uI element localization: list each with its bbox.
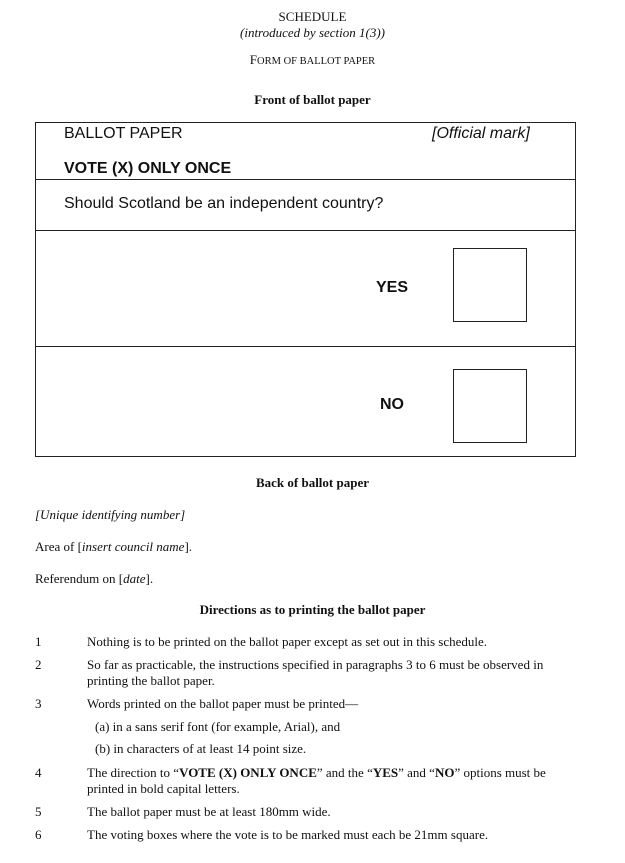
paragraph-text: The ballot paper must be at least 180mm wide.: [87, 804, 331, 819]
form-heading: FORM OF BALLOT PAPER: [249, 52, 376, 67]
referendum-line: Referendum on [date].: [35, 571, 154, 586]
paragraph-number: 3: [35, 696, 42, 711]
official-mark: [Official mark]: [432, 125, 530, 142]
paragraph-text: So far as practicable, the instructions specified in paragraphs 3 to 6 must be observed in printing the ballot paper.: [87, 657, 544, 688]
sub-item-a: (a) in a sans serif font (for example, Arial), and: [95, 719, 341, 734]
schedule-heading: SCHEDULE: [278, 9, 347, 24]
yes-voting-box[interactable]: [453, 248, 527, 322]
back-heading: Back of ballot paper: [255, 475, 370, 490]
paragraph-number: 5: [35, 804, 42, 819]
divider: [36, 179, 575, 180]
area-line: Area of [insert council name].: [35, 539, 193, 554]
no-option-label: NO: [380, 396, 404, 413]
divider: [36, 346, 575, 347]
paragraph-number: 4: [35, 765, 42, 780]
ballot-paper: [35, 122, 576, 457]
paragraph-text: The voting boxes where the vote is to be marked must each be 21mm square.: [87, 827, 489, 842]
no-voting-box[interactable]: [453, 369, 527, 443]
paragraph-number: 6: [35, 827, 42, 842]
front-heading: Front of ballot paper: [254, 92, 371, 107]
ballot-title: BALLOT PAPER: [64, 125, 183, 142]
divider: [36, 230, 575, 231]
introduced-by-note: (introduced by section 1(3)): [240, 25, 385, 40]
paragraph-number: 1: [35, 634, 42, 649]
paragraph-text: Nothing is to be printed on the ballot paper except as set out in this schedule.: [87, 634, 488, 649]
paragraph-number: 2: [35, 657, 42, 672]
yes-option-label: YES: [376, 279, 409, 296]
unique-id-placeholder: [Unique identifying number]: [35, 507, 186, 522]
vote-once-instruction: VOTE (X) ONLY ONCE: [64, 160, 232, 177]
ballot-question: Should Scotland be an independent country?: [64, 195, 384, 212]
sub-item-b: (b) in characters of at least 14 point size.: [95, 741, 307, 756]
paragraph-text: Words printed on the ballot paper must be printed—: [87, 696, 359, 711]
directions-heading: Directions as to printing the ballot paper: [199, 602, 426, 617]
paragraph-text: The direction to “VOTE (X) ONLY ONCE” and the “YES” and “NO” options must be printed in bold capital letters.: [87, 765, 546, 796]
